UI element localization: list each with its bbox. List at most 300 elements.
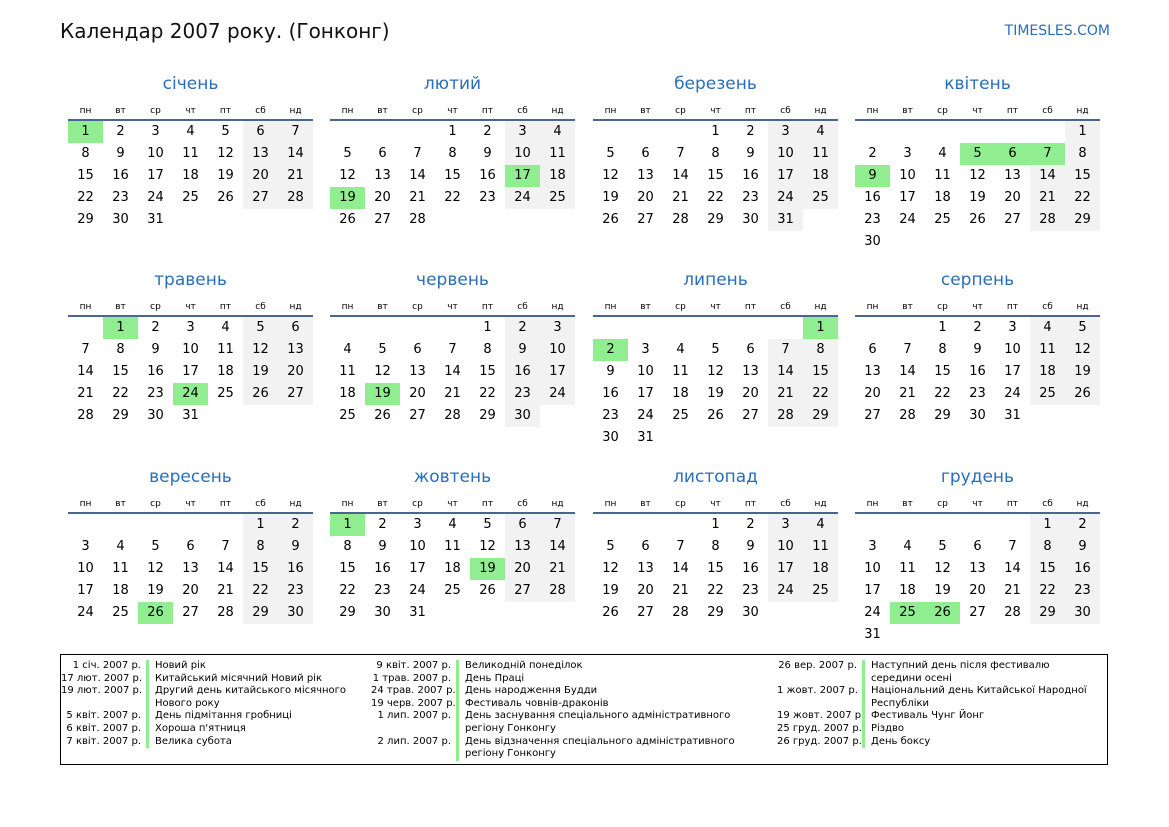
holiday-name: Другий день китайського місячного Нового року bbox=[146, 685, 366, 710]
day-cell: 25 bbox=[803, 580, 838, 602]
holiday-list bbox=[60, 654, 1108, 765]
weekday-label: ср bbox=[675, 302, 686, 312]
holiday-entry bbox=[777, 660, 1103, 685]
day-cell: 19 bbox=[217, 168, 234, 183]
weekday-label: пн bbox=[866, 302, 879, 312]
day-cell: 31 bbox=[1004, 408, 1021, 423]
day-cell: 25 bbox=[182, 190, 199, 205]
day-cell: 14 bbox=[409, 168, 426, 183]
day-cell: 19 bbox=[934, 583, 951, 598]
day-cell: 3 bbox=[186, 320, 195, 335]
day-cell: 28 bbox=[540, 580, 575, 602]
month-4 bbox=[855, 72, 1100, 253]
empty-cell bbox=[663, 514, 698, 536]
day-cell: 22 bbox=[934, 386, 951, 401]
day-cell: 12 bbox=[147, 561, 164, 576]
holiday-name: Фестиваль Чунг Йонг bbox=[862, 710, 984, 723]
weekday-label: сб bbox=[255, 106, 266, 116]
day-cell: 12 bbox=[374, 364, 391, 379]
day-cell: 16 bbox=[1065, 558, 1100, 580]
holiday-day: 7 bbox=[1030, 143, 1065, 165]
day-cell: 26 bbox=[707, 408, 724, 423]
month-name: жовтень bbox=[413, 467, 492, 487]
day-cell: 23 bbox=[278, 580, 313, 602]
day-cell: 27 bbox=[864, 408, 881, 423]
day-cell: 30 bbox=[505, 405, 540, 427]
day-cell: 26 bbox=[602, 212, 619, 227]
day-cell: 28 bbox=[409, 212, 426, 227]
weekday-label: сб bbox=[780, 106, 791, 116]
holiday-name: Великодній понеділок bbox=[456, 660, 583, 673]
day-cell: 19 bbox=[243, 361, 278, 383]
weekday-label: нд bbox=[289, 106, 302, 116]
weekday-label: ср bbox=[150, 302, 161, 312]
day-cell: 17 bbox=[1004, 364, 1021, 379]
day-cell: 2 bbox=[483, 124, 492, 139]
day-cell: 13 bbox=[1004, 168, 1021, 183]
day-cell: 8 bbox=[116, 342, 125, 357]
weekday-label: пн bbox=[604, 106, 617, 116]
weekday-label: вт bbox=[115, 106, 126, 116]
day-cell: 8 bbox=[448, 146, 457, 161]
weekday-label: ср bbox=[937, 499, 948, 509]
weekday-label: ср bbox=[937, 106, 948, 116]
day-cell: 23 bbox=[374, 583, 391, 598]
day-cell: 3 bbox=[413, 517, 422, 532]
day-grid bbox=[593, 514, 838, 624]
day-grid bbox=[855, 514, 1100, 646]
day-cell: 23 bbox=[147, 386, 164, 401]
weekday-label: нд bbox=[551, 302, 564, 312]
empty-cell bbox=[628, 121, 663, 143]
day-cell: 30 bbox=[969, 408, 986, 423]
month-7 bbox=[593, 268, 838, 449]
weekday-header bbox=[330, 496, 575, 514]
day-cell: 4 bbox=[1030, 317, 1065, 339]
day-cell: 26 bbox=[217, 190, 234, 205]
day-cell: 3 bbox=[768, 121, 803, 143]
day-cell: 1 bbox=[448, 124, 457, 139]
empty-cell bbox=[330, 121, 365, 143]
day-cell: 6 bbox=[186, 539, 195, 554]
day-cell: 11 bbox=[803, 143, 838, 165]
day-cell: 21 bbox=[672, 583, 689, 598]
holiday-date: 19 жовт. 2007 р. bbox=[777, 710, 865, 722]
day-cell: 22 bbox=[803, 383, 838, 405]
day-cell: 11 bbox=[934, 168, 951, 183]
day-cell: 8 bbox=[938, 342, 947, 357]
holiday-day: 1 bbox=[103, 317, 138, 339]
day-cell: 9 bbox=[746, 539, 755, 554]
day-cell: 11 bbox=[217, 342, 234, 357]
page-title: Календар 2007 року. (Гонконг) bbox=[60, 19, 390, 43]
weekday-label: вт bbox=[377, 499, 388, 509]
holiday-date: 26 вер. 2007 р. bbox=[778, 660, 857, 671]
empty-cell bbox=[925, 121, 960, 143]
day-cell: 7 bbox=[903, 342, 912, 357]
day-cell: 18 bbox=[112, 583, 129, 598]
day-cell: 9 bbox=[483, 146, 492, 161]
weekday-label: пт bbox=[481, 302, 494, 312]
day-cell: 29 bbox=[339, 605, 356, 620]
day-cell: 29 bbox=[707, 605, 724, 620]
empty-cell bbox=[663, 317, 698, 339]
empty-cell bbox=[960, 514, 995, 536]
day-cell: 14 bbox=[278, 143, 313, 165]
day-cell: 28 bbox=[1030, 209, 1065, 231]
day-cell: 5 bbox=[606, 539, 615, 554]
empty-cell bbox=[768, 317, 803, 339]
day-cell: 4 bbox=[803, 121, 838, 143]
day-cell: 4 bbox=[186, 124, 195, 139]
day-cell: 12 bbox=[934, 561, 951, 576]
day-cell: 5 bbox=[378, 342, 387, 357]
month-3 bbox=[593, 72, 838, 231]
holiday-entry bbox=[371, 736, 766, 761]
day-cell: 5 bbox=[483, 517, 492, 532]
day-cell: 27 bbox=[374, 212, 391, 227]
day-cell: 14 bbox=[540, 536, 575, 558]
day-cell: 31 bbox=[637, 430, 654, 445]
day-cell: 30 bbox=[374, 605, 391, 620]
day-cell: 2 bbox=[278, 514, 313, 536]
holiday-day: 24 bbox=[173, 383, 208, 405]
day-cell: 23 bbox=[112, 190, 129, 205]
month-5 bbox=[68, 268, 313, 427]
day-cell: 27 bbox=[637, 605, 654, 620]
day-cell: 27 bbox=[1004, 212, 1021, 227]
day-cell: 12 bbox=[602, 168, 619, 183]
holiday-date: 19 лют. 2007 р. bbox=[61, 685, 143, 697]
day-cell: 26 bbox=[479, 583, 496, 598]
day-cell: 28 bbox=[1004, 605, 1021, 620]
day-cell: 6 bbox=[243, 121, 278, 143]
weekday-label: ср bbox=[675, 106, 686, 116]
day-cell: 24 bbox=[899, 212, 916, 227]
day-cell: 5 bbox=[606, 146, 615, 161]
day-grid bbox=[855, 121, 1100, 253]
day-cell: 21 bbox=[77, 386, 94, 401]
day-cell: 21 bbox=[409, 190, 426, 205]
day-cell: 4 bbox=[676, 342, 685, 357]
day-cell: 10 bbox=[505, 143, 540, 165]
day-cell: 28 bbox=[444, 408, 461, 423]
day-cell: 18 bbox=[899, 583, 916, 598]
empty-cell bbox=[173, 514, 208, 536]
holiday-date: 25 груд. 2007 р. bbox=[777, 722, 862, 734]
day-cell: 7 bbox=[221, 539, 230, 554]
weekday-header bbox=[593, 103, 838, 121]
day-cell: 29 bbox=[803, 405, 838, 427]
day-cell: 26 bbox=[969, 212, 986, 227]
day-cell: 22 bbox=[1030, 580, 1065, 602]
empty-cell bbox=[365, 121, 400, 143]
weekday-label: нд bbox=[289, 499, 302, 509]
holiday-name: День підмітання гробниці bbox=[146, 710, 292, 723]
day-cell: 21 bbox=[899, 386, 916, 401]
holiday-date: 5 квіт. 2007 р. bbox=[66, 710, 141, 722]
day-cell: 24 bbox=[409, 583, 426, 598]
day-cell: 13 bbox=[409, 364, 426, 379]
day-cell: 11 bbox=[899, 561, 916, 576]
day-cell: 15 bbox=[243, 558, 278, 580]
weekday-label: нд bbox=[551, 106, 564, 116]
day-cell: 14 bbox=[672, 168, 689, 183]
weekday-label: чт bbox=[185, 302, 196, 312]
day-cell: 23 bbox=[864, 212, 881, 227]
day-cell: 24 bbox=[540, 383, 575, 405]
weekday-label: ср bbox=[937, 302, 948, 312]
day-cell: 9 bbox=[278, 536, 313, 558]
empty-cell bbox=[330, 317, 365, 339]
holiday-day: 6 bbox=[995, 143, 1030, 165]
day-cell: 1 bbox=[243, 514, 278, 536]
day-cell: 20 bbox=[505, 558, 540, 580]
holiday-name: День Праці bbox=[456, 673, 524, 686]
weekday-label: ср bbox=[150, 499, 161, 509]
day-cell: 20 bbox=[637, 190, 654, 205]
day-cell: 28 bbox=[672, 605, 689, 620]
day-cell: 14 bbox=[1004, 561, 1021, 576]
month-name: вересень bbox=[149, 467, 232, 487]
day-cell: 3 bbox=[81, 539, 90, 554]
month-10 bbox=[330, 465, 575, 624]
day-cell: 19 bbox=[147, 583, 164, 598]
day-cell: 13 bbox=[243, 143, 278, 165]
day-cell: 29 bbox=[112, 408, 129, 423]
day-cell: 3 bbox=[1008, 320, 1017, 335]
day-cell: 13 bbox=[505, 536, 540, 558]
day-cell: 3 bbox=[903, 146, 912, 161]
day-cell: 18 bbox=[803, 558, 838, 580]
day-cell: 4 bbox=[903, 539, 912, 554]
holiday-entry bbox=[371, 698, 766, 711]
day-cell: 1 bbox=[938, 320, 947, 335]
weekday-label: чт bbox=[185, 106, 196, 116]
holiday-entry bbox=[61, 710, 366, 723]
weekday-label: нд bbox=[1076, 499, 1089, 509]
day-cell: 9 bbox=[1065, 536, 1100, 558]
holiday-entry bbox=[371, 685, 766, 698]
day-cell: 25 bbox=[672, 408, 689, 423]
day-cell: 3 bbox=[641, 342, 650, 357]
day-cell: 23 bbox=[742, 190, 759, 205]
day-cell: 17 bbox=[864, 583, 881, 598]
month-8 bbox=[855, 268, 1100, 427]
day-cell: 18 bbox=[217, 364, 234, 379]
day-cell: 16 bbox=[147, 364, 164, 379]
weekday-label: вт bbox=[640, 106, 651, 116]
day-cell: 16 bbox=[479, 168, 496, 183]
day-cell: 10 bbox=[864, 561, 881, 576]
day-cell: 13 bbox=[637, 561, 654, 576]
day-cell: 12 bbox=[217, 146, 234, 161]
holiday-name: Велика субота bbox=[146, 736, 232, 749]
day-cell: 16 bbox=[374, 561, 391, 576]
weekday-header bbox=[330, 299, 575, 317]
day-cell: 28 bbox=[672, 212, 689, 227]
weekday-header bbox=[855, 496, 1100, 514]
holiday-entry bbox=[371, 660, 766, 673]
day-cell: 6 bbox=[278, 317, 313, 339]
weekday-label: пн bbox=[341, 499, 354, 509]
day-cell: 6 bbox=[973, 539, 982, 554]
holiday-day: 26 bbox=[138, 602, 173, 624]
day-cell: 5 bbox=[151, 539, 160, 554]
day-cell: 3 bbox=[868, 539, 877, 554]
weekday-header bbox=[68, 299, 313, 317]
day-cell: 17 bbox=[147, 168, 164, 183]
day-grid bbox=[330, 514, 575, 624]
weekday-label: чт bbox=[185, 499, 196, 509]
day-cell: 9 bbox=[116, 146, 125, 161]
day-cell: 20 bbox=[1004, 190, 1021, 205]
day-cell: 26 bbox=[374, 408, 391, 423]
day-cell: 4 bbox=[938, 146, 947, 161]
weekday-label: сб bbox=[255, 302, 266, 312]
day-cell: 14 bbox=[444, 364, 461, 379]
day-cell: 28 bbox=[899, 408, 916, 423]
weekday-label: вт bbox=[377, 106, 388, 116]
empty-cell bbox=[138, 514, 173, 536]
day-cell: 28 bbox=[768, 405, 803, 427]
empty-cell bbox=[995, 514, 1030, 536]
weekday-header bbox=[68, 103, 313, 121]
day-cell: 26 bbox=[339, 212, 356, 227]
day-cell: 11 bbox=[112, 561, 129, 576]
day-grid bbox=[330, 121, 575, 231]
holiday-date: 1 трав. 2007 р. bbox=[372, 672, 451, 684]
day-cell: 2 bbox=[868, 146, 877, 161]
weekday-label: пн bbox=[341, 302, 354, 312]
day-cell: 15 bbox=[1065, 165, 1100, 187]
day-cell: 1 bbox=[711, 517, 720, 532]
day-cell: 22 bbox=[1065, 187, 1100, 209]
holiday-name: День боксу bbox=[862, 736, 930, 749]
day-cell: 22 bbox=[444, 190, 461, 205]
day-cell: 17 bbox=[768, 558, 803, 580]
holiday-date: 9 квіт. 2007 р. bbox=[376, 660, 451, 671]
weekday-header bbox=[593, 496, 838, 514]
day-cell: 7 bbox=[413, 146, 422, 161]
day-cell: 20 bbox=[182, 583, 199, 598]
day-cell: 4 bbox=[803, 514, 838, 536]
weekday-label: пт bbox=[744, 302, 757, 312]
weekday-label: сб bbox=[780, 302, 791, 312]
day-grid bbox=[68, 317, 313, 427]
weekday-label: чт bbox=[447, 499, 458, 509]
day-grid bbox=[593, 121, 838, 231]
weekday-label: сб bbox=[517, 499, 528, 509]
holiday-entry bbox=[61, 736, 366, 749]
holiday-date: 17 лют. 2007 р. bbox=[61, 672, 143, 684]
day-cell: 16 bbox=[505, 361, 540, 383]
day-cell: 6 bbox=[868, 342, 877, 357]
day-cell: 17 bbox=[409, 561, 426, 576]
day-cell: 2 bbox=[973, 320, 982, 335]
day-cell: 26 bbox=[1065, 383, 1100, 405]
day-cell: 21 bbox=[1004, 583, 1021, 598]
weekday-label: пн bbox=[866, 499, 879, 509]
holiday-date: 2 лип. 2007 р. bbox=[377, 735, 451, 747]
day-cell: 23 bbox=[479, 190, 496, 205]
day-cell: 31 bbox=[182, 408, 199, 423]
day-cell: 24 bbox=[505, 187, 540, 209]
holiday-day: 19 bbox=[330, 187, 365, 209]
weekday-label: нд bbox=[1076, 302, 1089, 312]
day-cell: 5 bbox=[221, 124, 230, 139]
day-cell: 28 bbox=[77, 408, 94, 423]
day-cell: 21 bbox=[672, 190, 689, 205]
weekday-label: нд bbox=[1076, 106, 1089, 116]
day-cell: 8 bbox=[243, 536, 278, 558]
day-cell: 31 bbox=[147, 212, 164, 227]
day-cell: 16 bbox=[278, 558, 313, 580]
day-cell: 9 bbox=[151, 342, 160, 357]
day-cell: 24 bbox=[147, 190, 164, 205]
day-cell: 11 bbox=[672, 364, 689, 379]
holiday-day: 2 bbox=[593, 339, 628, 361]
weekday-label: ср bbox=[412, 499, 423, 509]
weekday-label: пт bbox=[219, 106, 232, 116]
day-cell: 14 bbox=[1030, 165, 1065, 187]
day-cell: 20 bbox=[374, 190, 391, 205]
weekday-label: пт bbox=[219, 302, 232, 312]
day-cell: 23 bbox=[505, 383, 540, 405]
weekday-label: пт bbox=[744, 499, 757, 509]
day-cell: 7 bbox=[676, 146, 685, 161]
day-cell: 3 bbox=[768, 514, 803, 536]
holiday-entry bbox=[371, 673, 766, 686]
day-cell: 20 bbox=[278, 361, 313, 383]
day-cell: 30 bbox=[742, 605, 759, 620]
day-cell: 19 bbox=[707, 386, 724, 401]
day-cell: 24 bbox=[1004, 386, 1021, 401]
day-cell: 28 bbox=[278, 187, 313, 209]
day-cell: 1 bbox=[1030, 514, 1065, 536]
weekday-label: сб bbox=[517, 302, 528, 312]
weekday-label: ср bbox=[675, 499, 686, 509]
day-cell: 23 bbox=[1065, 580, 1100, 602]
month-name: серпень bbox=[940, 270, 1015, 290]
month-name: липень bbox=[683, 270, 748, 290]
holiday-day: 19 bbox=[365, 383, 400, 405]
empty-cell bbox=[855, 514, 890, 536]
day-cell: 15 bbox=[77, 168, 94, 183]
day-cell: 12 bbox=[602, 561, 619, 576]
day-cell: 30 bbox=[112, 212, 129, 227]
day-cell: 27 bbox=[637, 212, 654, 227]
day-cell: 18 bbox=[182, 168, 199, 183]
day-cell: 14 bbox=[768, 361, 803, 383]
day-cell: 9 bbox=[973, 342, 982, 357]
day-cell: 7 bbox=[278, 121, 313, 143]
holiday-name: Наступний день після фестивалю середини осені bbox=[862, 660, 1103, 685]
day-cell: 30 bbox=[278, 602, 313, 624]
day-cell: 9 bbox=[606, 364, 615, 379]
day-cell: 14 bbox=[899, 364, 916, 379]
month-11 bbox=[593, 465, 838, 624]
holiday-name: День відзначення спеціального адміністративного регіону Гонконгу bbox=[456, 736, 766, 761]
holiday-entry bbox=[61, 685, 366, 710]
weekday-label: пн bbox=[604, 499, 617, 509]
month-6 bbox=[330, 268, 575, 427]
day-cell: 15 bbox=[707, 561, 724, 576]
weekday-label: пн bbox=[79, 499, 92, 509]
day-cell: 3 bbox=[540, 317, 575, 339]
weekday-label: пт bbox=[481, 499, 494, 509]
site-link[interactable]: TIMESLES.COM bbox=[1004, 23, 1110, 39]
